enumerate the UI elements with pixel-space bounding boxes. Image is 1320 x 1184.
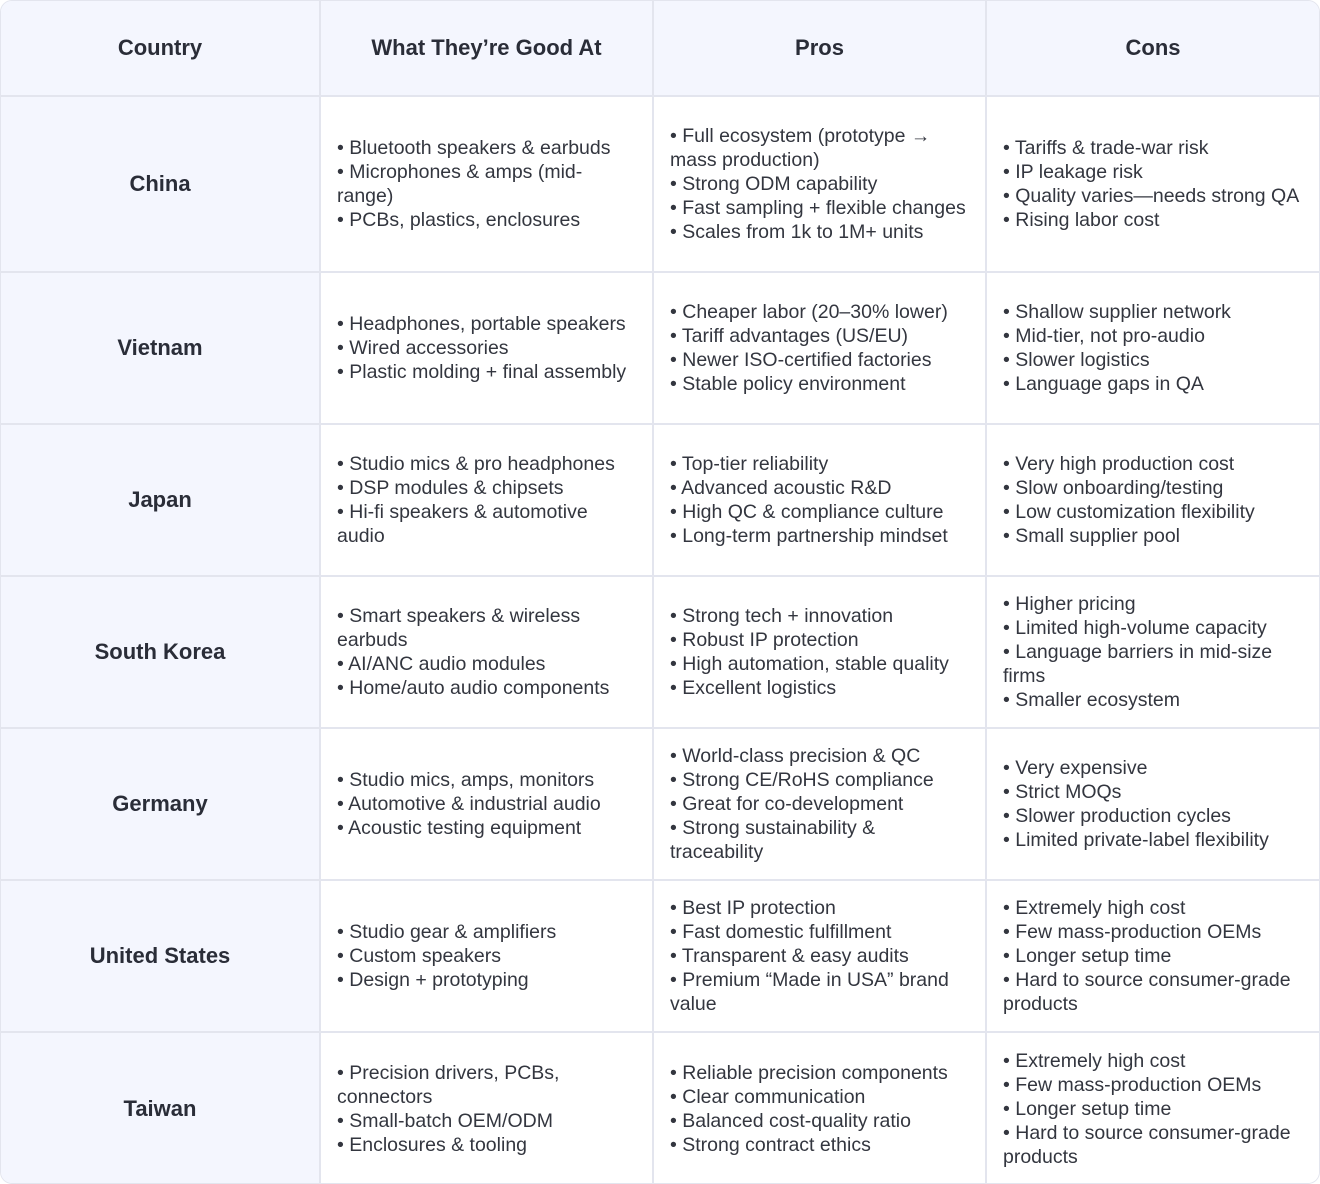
cell-good-at — [320, 424, 653, 576]
country-comparison-table — [1, 1, 1319, 1184]
bullet-item: • Clear communication — [670, 1085, 866, 1108]
bullet-item: • PCBs, plastics, enclosures — [337, 209, 581, 231]
bullet-item: • Bluetooth speakers & earbuds — [337, 137, 611, 159]
cell-good-at — [320, 880, 653, 1032]
bullet-item: • Smart speakers & wireless earbuds — [337, 605, 581, 651]
cell-cons — [986, 424, 1319, 576]
bullet-item: • Fast sampling + flexible changes — [670, 197, 966, 219]
bullet-item: • Slower logistics — [1003, 349, 1150, 371]
cell-pros — [653, 880, 986, 1032]
bullet-item: • Cheaper labor (20–30% lower) — [670, 301, 948, 323]
bullet-item: • Premium “Made in USA” brand value — [670, 969, 949, 1015]
bullet-item: • Studio mics, amps, monitors — [337, 769, 595, 791]
header-cons: Cons — [986, 1, 1319, 96]
table-row — [1, 96, 1319, 272]
cell-good-at — [320, 728, 653, 880]
bullet-item: • Full ecosystem (prototype → mass production) — [670, 125, 931, 171]
cell-cons — [986, 1032, 1319, 1184]
country-name: United States — [1, 880, 320, 1032]
bullet-item: • Custom speakers — [337, 945, 501, 967]
bullet-item: • Very high production cost — [1003, 453, 1235, 475]
bullet-item: • Balanced cost-quality ratio — [670, 1109, 911, 1132]
country-name: Germany — [1, 728, 320, 880]
cell-pros — [653, 272, 986, 424]
bullet-item: • Fast domestic fulfillment — [670, 921, 892, 943]
bullet-item: • DSP modules & chipsets — [337, 477, 564, 499]
header-pros: Pros — [653, 1, 986, 96]
bullet-item: • Limited high-volume capacity — [1003, 617, 1267, 639]
bullet-item: • Smaller ecosystem — [1003, 689, 1180, 711]
bullet-item: • Reliable precision components — [670, 1061, 948, 1084]
bullet-item: • Great for co-development — [670, 793, 904, 815]
bullet-item: • Rising labor cost — [1003, 209, 1160, 231]
bullet-item: • AI/ANC audio modules — [337, 653, 546, 675]
cell-pros — [653, 424, 986, 576]
bullet-item: • Few mass-production OEMs — [1003, 921, 1262, 943]
cell-pros — [653, 96, 986, 272]
header-good-at: What They’re Good At — [320, 1, 653, 96]
bullet-item: • Small supplier pool — [1003, 525, 1180, 547]
header-country: Country — [1, 1, 320, 96]
cell-good-at — [320, 1032, 653, 1184]
bullet-item: • Strong CE/RoHS compliance — [670, 769, 934, 791]
bullet-item: • Extremely high cost — [1003, 1049, 1186, 1072]
bullet-item: • Tariff advantages (US/EU) — [670, 325, 909, 347]
country-name: Taiwan — [1, 1032, 320, 1184]
cell-cons — [986, 272, 1319, 424]
cell-cons — [986, 576, 1319, 728]
cell-cons — [986, 880, 1319, 1032]
bullet-item: • Robust IP protection — [670, 629, 859, 651]
bullet-item: • Stable policy environment — [670, 373, 906, 395]
bullet-item: • Strict MOQs — [1003, 781, 1122, 803]
bullet-item: • IP leakage risk — [1003, 161, 1143, 183]
bullet-item: • Hard to source consumer-grade products — [1003, 969, 1291, 1015]
bullet-item: • Strong tech + innovation — [670, 605, 894, 627]
table-header-row — [1, 1, 1319, 96]
bullet-item: • High automation, stable quality — [670, 653, 949, 675]
bullet-item: • Excellent logistics — [670, 677, 837, 699]
table-row — [1, 728, 1319, 880]
table-row — [1, 1032, 1319, 1184]
cell-pros — [653, 576, 986, 728]
country-name: South Korea — [1, 576, 320, 728]
bullet-item: • Language barriers in mid-size firms — [1003, 641, 1273, 687]
bullet-item: • Top-tier reliability — [670, 453, 829, 475]
bullet-item: • Quality varies—needs strong QA — [1003, 185, 1300, 207]
cell-pros — [653, 1032, 986, 1184]
table-row — [1, 424, 1319, 576]
bullet-item: • Wired accessories — [337, 337, 509, 359]
table-row — [1, 576, 1319, 728]
bullet-item: • Slower production cycles — [1003, 805, 1231, 827]
cell-good-at — [320, 96, 653, 272]
bullet-item: • Strong sustainability & traceability — [670, 817, 876, 863]
bullet-item: • Long-term partnership mindset — [670, 525, 948, 547]
bullet-item: • Slow onboarding/testing — [1003, 477, 1224, 499]
cell-pros — [653, 728, 986, 880]
cell-cons — [986, 728, 1319, 880]
bullet-item: • Higher pricing — [1003, 593, 1136, 615]
bullet-item: • Hard to source consumer-grade products — [1003, 1121, 1291, 1168]
bullet-item: • Transparent & easy audits — [670, 945, 909, 967]
bullet-item: • Tariffs & trade-war risk — [1003, 137, 1209, 159]
bullet-item: • Few mass-production OEMs — [1003, 1073, 1262, 1096]
bullet-item: • Low customization flexibility — [1003, 501, 1255, 523]
bullet-item: • Strong ODM capability — [670, 173, 878, 195]
bullet-item: • Hi-fi speakers & automotive audio — [337, 501, 588, 547]
cell-good-at — [320, 576, 653, 728]
table-row — [1, 272, 1319, 424]
bullet-item: • Automotive & industrial audio — [337, 793, 601, 815]
bullet-item: • Studio mics & pro headphones — [337, 453, 615, 475]
bullet-item: • Plastic molding + final assembly — [337, 361, 627, 383]
bullet-item: • Home/auto audio components — [337, 677, 610, 699]
bullet-item: • Language gaps in QA — [1003, 373, 1204, 395]
bullet-item: • Best IP protection — [670, 897, 836, 919]
bullet-item: • Limited private-label flexibility — [1003, 829, 1269, 851]
bullet-item: • Longer setup time — [1003, 945, 1172, 967]
country-name: Japan — [1, 424, 320, 576]
bullet-item: • Longer setup time — [1003, 1097, 1172, 1120]
bullet-item: • Microphones & amps (mid-range) — [337, 161, 583, 207]
bullet-item: • Precision drivers, PCBs, connectors — [337, 1061, 560, 1108]
bullet-item: • Small-batch OEM/ODM — [337, 1109, 553, 1132]
bullet-item: • Newer ISO-certified factories — [670, 349, 932, 371]
table-row — [1, 880, 1319, 1032]
bullet-item: • Enclosures & tooling — [337, 1133, 528, 1156]
cell-cons — [986, 96, 1319, 272]
bullet-item: • Shallow supplier network — [1003, 301, 1231, 323]
bullet-item: • High QC & compliance culture — [670, 501, 944, 523]
country-name: China — [1, 96, 320, 272]
bullet-item: • Design + prototyping — [337, 969, 529, 991]
bullet-item: • Advanced acoustic R&D — [670, 477, 892, 499]
bullet-item: • Very expensive — [1003, 757, 1148, 779]
bullet-item: • Scales from 1k to 1M+ units — [670, 221, 924, 243]
country-name: Vietnam — [1, 272, 320, 424]
bullet-item: • Headphones, portable speakers — [337, 313, 626, 335]
bullet-item: • Acoustic testing equipment — [337, 817, 582, 839]
bullet-item: • Mid-tier, not pro-audio — [1003, 325, 1205, 347]
bullet-item: • World-class precision & QC — [670, 745, 921, 767]
cell-good-at — [320, 272, 653, 424]
bullet-item: • Studio gear & amplifiers — [337, 921, 557, 943]
bullet-item: • Strong contract ethics — [670, 1133, 871, 1156]
bullet-item: • Extremely high cost — [1003, 897, 1186, 919]
